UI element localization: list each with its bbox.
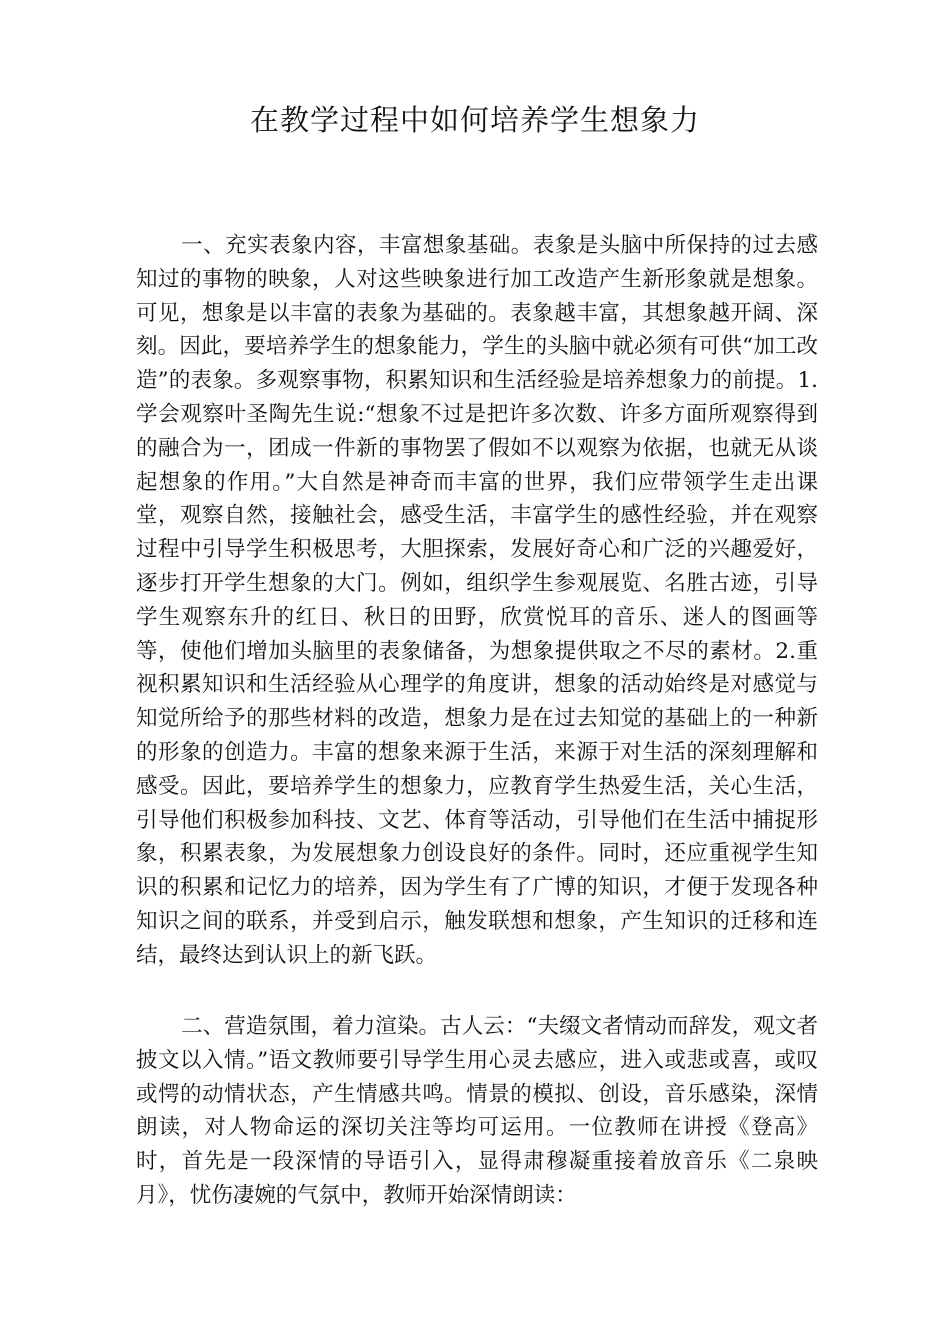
document-title: 在教学过程中如何培养学生想象力 — [249, 103, 700, 137]
paragraph-1: 一、充实表象内容，丰富想象基础。表象是头脑中所保持的过去感知过的事物的映象，人对这些映象进行加工改造产生新形象就是想象。可见，想象是以丰富的表象为基础的。表象越丰富，其想象越开阔、深刻。因此，要培养学生的想象能力，学生的头脑中就必须有可供“加工改造”的表象。多观察事物，积累知识和生活经验是培养想象力的前提。1.学会观察叶圣陶先生说:“想象不过是把许多次数、许多方面所观察得到的融合为一，团成一件新的事物罢了假如不以观察为依据，也就无从谈起想象的作用。”大自然是神奇而丰富的世界，我们应带领学生走出课堂，观察自然，接触社会，感受生活，丰富学生的感性经验，并在观察过程中引导学生积极思考，大胆探索，发展好奇心和广泛的兴趣爱好，逐步打开学生想象的大门。例如，组织学生参观展览、名胜古迹，引导学生观察东升的红日、秋日的田野，欣赏悦耳的音乐、迷人的图画等等，使他们增加头脑里的表象储备，为想象提供取之不尽的素材。2.重视积累知识和生活经验从心理学的角度讲，想象的活动始终是对感觉与知觉所给予的那些材料的改造，想象力是在过去知觉的基础上的一种新的形象的创造力。丰富的想象来源于生活，来源于对生活的深刻理解和感受。因此，要培养学生的想象力，应教育学生热爱生活，关心生活，引导他们积极参加科技、文艺、体育等活动，引导他们在生活中捕捉形象，积累表象，为发展想象力创设良好的条件。同时，还应重视学生知识的积累和记忆力的培养，因为学生有了广博的知识，才便于发现各种知识之间的联系，并受到启示，触发联想和想象，产生知识的迁移和连结，最终达到认识上的新飞跃。 — [136, 233, 818, 968]
paragraph-2: 二、营造氛围，着力渲染。古人云：“夫缀文者情动而辞发，观文者披文以入情。”语文教师要引导学生用心灵去感应，进入或悲或喜，或叹或愕的动情状态，产生情感共鸣。情景的模拟、创设，音乐感染，深情朗读，对人物命运的深切关注等均可运用。一位教师在讲授《登高》时，首先是一段深情的导语引入，显得肃穆凝重接着放音乐《二泉映月》，忧伤凄婉的气氛中，教师开始深情朗读： — [136, 1014, 818, 1208]
